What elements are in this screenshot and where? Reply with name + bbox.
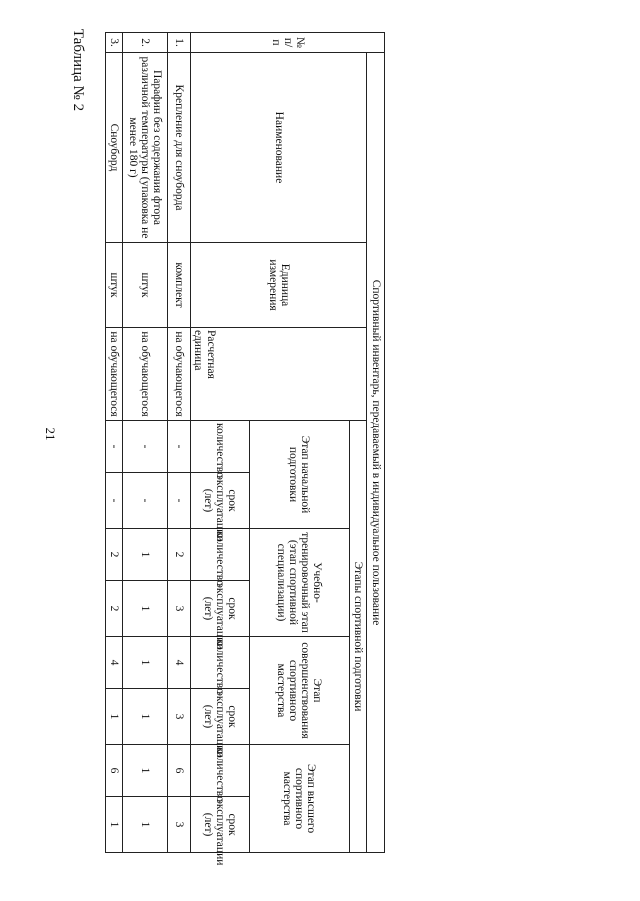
row-value: 1: [106, 689, 123, 745]
row-unit: штук: [122, 243, 168, 328]
row-num: 1.: [168, 33, 191, 53]
row-value: -: [122, 473, 168, 529]
sub-term: срок эксплуатации (лет): [191, 581, 249, 637]
row-value: 2: [168, 529, 191, 581]
sub-qty: количество: [191, 529, 249, 581]
sub-qty: количество: [191, 637, 249, 689]
header-stage-1: Этап начальной подготовки: [249, 421, 349, 529]
row-name: Парафин без содержания фтора различной температуры (упаковка не менее 180 г): [122, 53, 168, 243]
table-row: [168, 33, 191, 853]
row-value: 1: [122, 637, 168, 689]
row-value: 3: [168, 581, 191, 637]
sub-term: срок эксплуатации (лет): [191, 797, 249, 853]
header-stage-2: Учебно-тренировочный этап (этап спортивной специализации): [249, 529, 349, 637]
table-row: [106, 33, 123, 853]
header-calc-unit: Расчетная единица: [191, 328, 367, 421]
row-value: 1: [122, 745, 168, 797]
row-value: 3: [168, 689, 191, 745]
sub-term: срок эксплуатации (лет): [191, 473, 249, 529]
row-calc: на обучающегося: [122, 328, 168, 421]
header-stage-4: Этап высшего спортивного мастерства: [249, 745, 349, 853]
rotated-table-container: [105, 32, 385, 866]
header-stage-3: Этап совершенствования спортивного мастерства: [249, 637, 349, 745]
row-value: 4: [106, 637, 123, 689]
header-num: № п/п: [191, 33, 385, 53]
page-number: 21: [43, 427, 58, 441]
inventory-table: [105, 32, 385, 866]
header-stages-banner: Этапы спортивной подготовки: [349, 421, 367, 853]
sub-term: срок эксплуатации (лет): [191, 689, 249, 745]
row-value: 1: [122, 797, 168, 853]
row-value: 2: [106, 529, 123, 581]
row-value: -: [106, 473, 123, 529]
row-value: 6: [168, 745, 191, 797]
row-value: -: [168, 421, 191, 473]
row-unit: комплект: [168, 243, 191, 328]
row-value: 3: [168, 797, 191, 853]
row-name: Сноуборд: [106, 53, 123, 243]
row-value: -: [122, 421, 168, 473]
row-calc: на обучающегося: [106, 328, 123, 421]
table-row: [122, 33, 168, 853]
row-name: Крепление для сноуборда: [168, 53, 191, 243]
row-value: 4: [168, 637, 191, 689]
row-value: 1: [122, 689, 168, 745]
sub-qty: количество: [191, 421, 249, 473]
row-value: -: [168, 473, 191, 529]
table-title: Таблица № 2: [70, 28, 86, 112]
row-num: 2.: [122, 33, 168, 53]
row-unit: штук: [106, 243, 123, 328]
sub-qty: количество: [191, 745, 249, 797]
row-num: 3.: [106, 33, 123, 53]
row-value: 1: [106, 797, 123, 853]
row-value: 1: [122, 529, 168, 581]
header-name: Наименование: [191, 53, 367, 243]
header-banner: Спортивный инвентарь, передаваемый в индивидуальное пользование: [367, 53, 385, 853]
row-calc: на обучающегося: [168, 328, 191, 421]
header-unit: Единица измерения: [191, 243, 367, 328]
row-value: 2: [106, 581, 123, 637]
row-value: 6: [106, 745, 123, 797]
row-value: 1: [122, 581, 168, 637]
row-value: -: [106, 421, 123, 473]
